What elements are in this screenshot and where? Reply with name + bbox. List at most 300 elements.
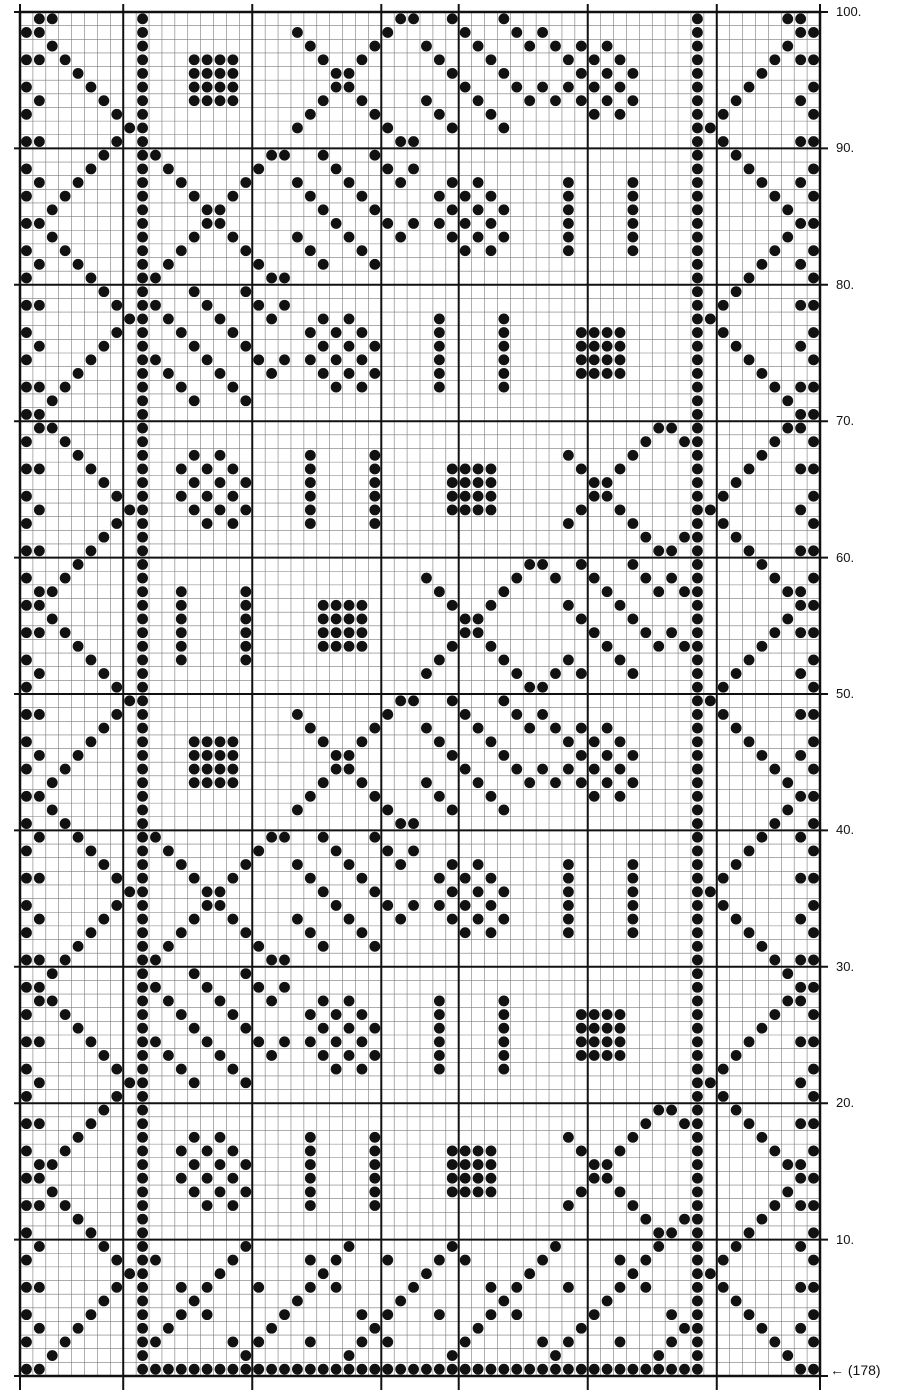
filled-mesh-dot xyxy=(692,95,703,106)
filled-mesh-dot xyxy=(21,54,32,65)
filled-mesh-dot xyxy=(331,1282,342,1293)
filled-mesh-dot xyxy=(189,1364,200,1375)
filled-mesh-dot xyxy=(679,1364,690,1375)
filled-mesh-dot xyxy=(808,1364,819,1375)
filled-mesh-dot xyxy=(227,750,238,761)
filled-mesh-dot xyxy=(253,300,264,311)
filled-mesh-dot xyxy=(137,764,148,775)
filled-mesh-dot xyxy=(202,1282,213,1293)
filled-mesh-dot xyxy=(808,1118,819,1129)
filled-mesh-dot xyxy=(576,668,587,679)
filled-mesh-dot xyxy=(318,886,329,897)
filled-mesh-dot xyxy=(460,627,471,638)
filled-mesh-dot xyxy=(589,1009,600,1020)
filled-mesh-dot xyxy=(498,1036,509,1047)
filled-mesh-dot xyxy=(369,1186,380,1197)
filled-mesh-dot xyxy=(795,750,806,761)
filled-mesh-dot xyxy=(357,1364,368,1375)
filled-mesh-dot xyxy=(227,491,238,502)
filled-mesh-dot xyxy=(279,955,290,966)
filled-mesh-dot xyxy=(202,204,213,215)
filled-mesh-dot xyxy=(176,641,187,652)
filled-mesh-dot xyxy=(615,654,626,665)
filled-mesh-dot xyxy=(305,1146,316,1157)
filled-mesh-dot xyxy=(111,518,122,529)
filled-mesh-dot xyxy=(705,695,716,706)
filled-mesh-dot xyxy=(60,1200,71,1211)
filled-mesh-dot xyxy=(563,177,574,188)
filled-mesh-dot xyxy=(434,1064,445,1075)
filled-mesh-dot xyxy=(808,573,819,584)
filled-mesh-dot xyxy=(498,586,509,597)
filled-mesh-dot xyxy=(563,1132,574,1143)
filled-mesh-dot xyxy=(511,573,522,584)
filled-mesh-dot xyxy=(615,1050,626,1061)
filled-mesh-dot xyxy=(447,1159,458,1170)
filled-mesh-dot xyxy=(240,1077,251,1088)
filled-mesh-dot xyxy=(60,1336,71,1347)
filled-mesh-dot xyxy=(782,1186,793,1197)
filled-mesh-dot xyxy=(137,914,148,925)
filled-mesh-dot xyxy=(111,873,122,884)
filled-mesh-dot xyxy=(98,532,109,543)
filled-mesh-dot xyxy=(344,859,355,870)
filled-mesh-dot xyxy=(692,941,703,952)
filled-mesh-dot xyxy=(305,504,316,515)
filled-mesh-dot xyxy=(34,914,45,925)
filled-mesh-dot xyxy=(60,764,71,775)
filled-mesh-dot xyxy=(537,559,548,570)
filled-mesh-dot xyxy=(369,1023,380,1034)
row-label: 20. xyxy=(836,1095,855,1111)
filled-mesh-dot xyxy=(202,886,213,897)
filled-mesh-dot xyxy=(137,1064,148,1075)
filled-mesh-dot xyxy=(576,750,587,761)
filled-mesh-dot xyxy=(744,464,755,475)
filled-mesh-dot xyxy=(757,750,768,761)
filled-mesh-dot xyxy=(318,1364,329,1375)
filled-mesh-dot xyxy=(795,95,806,106)
filled-mesh-dot xyxy=(266,1323,277,1334)
filled-mesh-dot xyxy=(447,859,458,870)
filled-mesh-dot xyxy=(589,1159,600,1170)
filled-mesh-dot xyxy=(305,191,316,202)
filled-mesh-dot xyxy=(369,259,380,270)
filled-mesh-dot xyxy=(344,641,355,652)
filled-mesh-dot xyxy=(460,1255,471,1266)
filled-mesh-dot xyxy=(615,368,626,379)
filled-mesh-dot xyxy=(563,245,574,256)
filled-mesh-dot xyxy=(718,1091,729,1102)
filled-mesh-dot xyxy=(137,259,148,270)
filled-mesh-dot xyxy=(795,504,806,515)
filled-mesh-dot xyxy=(111,300,122,311)
filled-mesh-dot xyxy=(202,777,213,788)
filled-mesh-dot xyxy=(460,873,471,884)
filled-mesh-dot xyxy=(34,1077,45,1088)
filled-mesh-dot xyxy=(73,450,84,461)
filled-mesh-dot xyxy=(34,1323,45,1334)
filled-mesh-dot xyxy=(137,423,148,434)
filled-mesh-dot xyxy=(692,1268,703,1279)
filled-mesh-dot xyxy=(369,204,380,215)
filled-mesh-dot xyxy=(460,1186,471,1197)
filled-mesh-dot xyxy=(589,627,600,638)
filled-mesh-dot xyxy=(576,1323,587,1334)
filled-mesh-dot xyxy=(111,136,122,147)
filled-mesh-dot xyxy=(795,54,806,65)
filled-mesh-dot xyxy=(666,423,677,434)
filled-mesh-dot xyxy=(34,832,45,843)
filled-mesh-dot xyxy=(795,13,806,24)
filled-mesh-dot xyxy=(137,818,148,829)
filled-mesh-dot xyxy=(550,573,561,584)
filled-mesh-dot xyxy=(692,218,703,229)
filled-mesh-dot xyxy=(47,1350,58,1361)
filled-mesh-dot xyxy=(279,354,290,365)
filled-mesh-dot xyxy=(137,886,148,897)
filled-mesh-dot xyxy=(692,1214,703,1225)
filled-mesh-dot xyxy=(73,641,84,652)
filled-mesh-dot xyxy=(692,327,703,338)
filled-mesh-dot xyxy=(21,1309,32,1320)
filled-mesh-dot xyxy=(640,1214,651,1225)
filled-mesh-dot xyxy=(615,1186,626,1197)
filled-mesh-dot xyxy=(486,641,497,652)
filled-mesh-dot xyxy=(240,1364,251,1375)
filled-mesh-dot xyxy=(60,573,71,584)
filled-mesh-dot xyxy=(615,1146,626,1157)
filled-mesh-dot xyxy=(305,723,316,734)
filled-mesh-dot xyxy=(473,627,484,638)
filled-mesh-dot xyxy=(692,163,703,174)
filled-mesh-dot xyxy=(21,1200,32,1211)
filled-mesh-dot xyxy=(808,1146,819,1157)
filled-mesh-dot xyxy=(447,805,458,816)
filled-mesh-dot xyxy=(473,1146,484,1157)
end-row-marker: ← (178) xyxy=(830,1362,881,1378)
filled-mesh-dot xyxy=(615,341,626,352)
filled-mesh-dot xyxy=(86,354,97,365)
filled-mesh-dot xyxy=(227,873,238,884)
filled-mesh-dot xyxy=(602,1296,613,1307)
filled-mesh-dot xyxy=(408,218,419,229)
filled-mesh-dot xyxy=(382,123,393,134)
filled-mesh-dot xyxy=(227,82,238,93)
filled-mesh-dot xyxy=(137,232,148,243)
filled-mesh-dot xyxy=(318,614,329,625)
filled-mesh-dot xyxy=(769,191,780,202)
filled-mesh-dot xyxy=(21,818,32,829)
filled-mesh-dot xyxy=(782,395,793,406)
filled-mesh-dot xyxy=(331,750,342,761)
filled-mesh-dot xyxy=(447,123,458,134)
filled-mesh-dot xyxy=(795,409,806,420)
filled-mesh-dot xyxy=(731,286,742,297)
filled-mesh-dot xyxy=(808,900,819,911)
filled-mesh-dot xyxy=(369,886,380,897)
filled-mesh-dot xyxy=(795,600,806,611)
filled-mesh-dot xyxy=(795,464,806,475)
filled-mesh-dot xyxy=(808,382,819,393)
filled-mesh-dot xyxy=(279,832,290,843)
filled-mesh-dot xyxy=(227,327,238,338)
filled-mesh-dot xyxy=(21,791,32,802)
filled-mesh-dot xyxy=(498,1009,509,1020)
filled-mesh-dot xyxy=(318,627,329,638)
filled-mesh-dot xyxy=(447,641,458,652)
filled-mesh-dot xyxy=(137,1186,148,1197)
filled-mesh-dot xyxy=(240,614,251,625)
filled-mesh-dot xyxy=(34,13,45,24)
filled-mesh-dot xyxy=(718,1064,729,1075)
filled-mesh-dot xyxy=(253,259,264,270)
filled-mesh-dot xyxy=(86,845,97,856)
filled-mesh-dot xyxy=(240,477,251,488)
filled-mesh-dot xyxy=(563,1282,574,1293)
filled-mesh-dot xyxy=(189,968,200,979)
filled-mesh-dot xyxy=(447,1173,458,1184)
filled-mesh-dot xyxy=(395,1364,406,1375)
filled-mesh-dot xyxy=(498,313,509,324)
filled-mesh-dot xyxy=(34,750,45,761)
filled-mesh-dot xyxy=(627,559,638,570)
filled-mesh-dot xyxy=(692,13,703,24)
filled-mesh-dot xyxy=(589,1050,600,1061)
filled-mesh-dot xyxy=(137,163,148,174)
filled-mesh-dot xyxy=(718,327,729,338)
filled-mesh-dot xyxy=(163,163,174,174)
filled-mesh-dot xyxy=(137,1364,148,1375)
filled-mesh-dot xyxy=(253,1282,264,1293)
filled-mesh-dot xyxy=(98,477,109,488)
filled-mesh-dot xyxy=(576,504,587,515)
filled-mesh-dot xyxy=(795,1118,806,1129)
filled-mesh-dot xyxy=(292,177,303,188)
filled-mesh-dot xyxy=(266,368,277,379)
filled-mesh-dot xyxy=(395,914,406,925)
filled-mesh-dot xyxy=(692,832,703,843)
filled-mesh-dot xyxy=(227,1364,238,1375)
filled-mesh-dot xyxy=(73,1214,84,1225)
filled-mesh-dot xyxy=(808,191,819,202)
filled-mesh-dot xyxy=(589,327,600,338)
filled-mesh-dot xyxy=(176,245,187,256)
filled-mesh-dot xyxy=(137,477,148,488)
filled-mesh-dot xyxy=(421,1364,432,1375)
filled-mesh-dot xyxy=(34,259,45,270)
filled-mesh-dot xyxy=(434,382,445,393)
filled-mesh-dot xyxy=(21,955,32,966)
filled-mesh-dot xyxy=(421,573,432,584)
filled-mesh-dot xyxy=(782,41,793,52)
filled-mesh-dot xyxy=(318,150,329,161)
filled-mesh-dot xyxy=(34,300,45,311)
filled-mesh-dot xyxy=(189,736,200,747)
filled-mesh-dot xyxy=(602,1036,613,1047)
filled-mesh-dot xyxy=(563,450,574,461)
filled-mesh-dot xyxy=(692,27,703,38)
filled-mesh-dot xyxy=(692,1105,703,1116)
filled-mesh-dot xyxy=(73,68,84,79)
filled-mesh-dot xyxy=(227,1009,238,1020)
filled-mesh-dot xyxy=(602,68,613,79)
filled-mesh-dot xyxy=(150,832,161,843)
filled-mesh-dot xyxy=(202,764,213,775)
row-label: 30. xyxy=(836,958,855,974)
filled-mesh-dot xyxy=(627,1132,638,1143)
filled-mesh-dot xyxy=(331,382,342,393)
filled-mesh-dot xyxy=(279,150,290,161)
filled-mesh-dot xyxy=(137,1241,148,1252)
filled-mesh-dot xyxy=(47,423,58,434)
filled-mesh-dot xyxy=(524,1268,535,1279)
filled-mesh-dot xyxy=(305,1255,316,1266)
filled-mesh-dot xyxy=(537,709,548,720)
filled-mesh-dot xyxy=(808,27,819,38)
filled-mesh-dot xyxy=(692,436,703,447)
filled-mesh-dot xyxy=(47,41,58,52)
filled-mesh-dot xyxy=(163,845,174,856)
filled-mesh-dot xyxy=(692,341,703,352)
filled-mesh-dot xyxy=(34,177,45,188)
filled-mesh-dot xyxy=(34,873,45,884)
filled-mesh-dot xyxy=(163,995,174,1006)
filled-mesh-dot xyxy=(692,409,703,420)
filled-mesh-dot xyxy=(550,95,561,106)
filled-mesh-dot xyxy=(137,682,148,693)
filled-mesh-dot xyxy=(795,218,806,229)
filled-mesh-dot xyxy=(408,1364,419,1375)
filled-mesh-dot xyxy=(731,477,742,488)
filled-mesh-dot xyxy=(137,614,148,625)
filled-mesh-dot xyxy=(473,1364,484,1375)
filled-mesh-dot xyxy=(202,1309,213,1320)
filled-mesh-dot xyxy=(627,1364,638,1375)
filled-mesh-dot xyxy=(34,1036,45,1047)
filled-mesh-dot xyxy=(344,232,355,243)
filled-mesh-dot xyxy=(189,777,200,788)
filled-mesh-dot xyxy=(137,545,148,556)
filled-mesh-dot xyxy=(460,218,471,229)
filled-mesh-dot xyxy=(692,477,703,488)
filled-mesh-dot xyxy=(692,668,703,679)
filled-mesh-dot xyxy=(34,27,45,38)
filled-mesh-dot xyxy=(602,1023,613,1034)
filled-mesh-dot xyxy=(137,395,148,406)
filled-mesh-dot xyxy=(640,1282,651,1293)
filled-mesh-dot xyxy=(486,927,497,938)
filled-mesh-dot xyxy=(240,586,251,597)
filled-mesh-dot xyxy=(447,68,458,79)
filled-mesh-dot xyxy=(627,232,638,243)
filled-mesh-dot xyxy=(408,845,419,856)
filled-mesh-dot xyxy=(421,668,432,679)
filled-mesh-dot xyxy=(808,464,819,475)
filled-mesh-dot xyxy=(705,313,716,324)
filled-mesh-dot xyxy=(486,1159,497,1170)
filled-mesh-dot xyxy=(692,382,703,393)
filled-mesh-dot xyxy=(447,204,458,215)
filled-mesh-dot xyxy=(679,641,690,652)
filled-mesh-dot xyxy=(602,477,613,488)
filled-mesh-dot xyxy=(692,354,703,365)
filled-mesh-dot xyxy=(137,641,148,652)
filled-mesh-dot xyxy=(692,532,703,543)
filled-mesh-dot xyxy=(189,68,200,79)
filled-mesh-dot xyxy=(357,873,368,884)
filled-mesh-dot xyxy=(769,436,780,447)
filled-mesh-dot xyxy=(615,327,626,338)
filled-mesh-dot xyxy=(447,886,458,897)
filled-mesh-dot xyxy=(189,1077,200,1088)
filled-mesh-dot xyxy=(240,654,251,665)
filled-mesh-dot xyxy=(692,273,703,284)
filled-mesh-dot xyxy=(795,341,806,352)
filled-mesh-dot xyxy=(331,614,342,625)
filled-mesh-dot xyxy=(744,545,755,556)
filled-mesh-dot xyxy=(34,341,45,352)
filled-mesh-dot xyxy=(163,313,174,324)
filled-mesh-dot xyxy=(692,805,703,816)
filled-mesh-dot xyxy=(692,423,703,434)
filled-mesh-dot xyxy=(498,886,509,897)
filled-mesh-dot xyxy=(808,654,819,665)
filled-mesh-dot xyxy=(318,736,329,747)
filled-mesh-dot xyxy=(434,873,445,884)
filled-mesh-dot xyxy=(305,873,316,884)
filled-mesh-dot xyxy=(21,1336,32,1347)
filled-mesh-dot xyxy=(86,654,97,665)
filled-mesh-dot xyxy=(666,1309,677,1320)
filled-mesh-dot xyxy=(34,1200,45,1211)
filled-mesh-dot xyxy=(602,368,613,379)
filled-mesh-dot xyxy=(460,709,471,720)
filled-mesh-dot xyxy=(86,736,97,747)
filled-mesh-dot xyxy=(111,1255,122,1266)
filled-mesh-dot xyxy=(98,859,109,870)
filled-mesh-dot xyxy=(692,1050,703,1061)
filled-mesh-dot xyxy=(692,873,703,884)
filled-mesh-dot xyxy=(176,1173,187,1184)
filled-mesh-dot xyxy=(511,27,522,38)
filled-mesh-dot xyxy=(795,300,806,311)
filled-mesh-dot xyxy=(111,709,122,720)
filled-mesh-dot xyxy=(769,573,780,584)
filled-mesh-dot xyxy=(34,464,45,475)
filled-mesh-dot xyxy=(369,341,380,352)
filled-mesh-dot xyxy=(111,1282,122,1293)
filled-mesh-dot xyxy=(331,1255,342,1266)
filled-mesh-dot xyxy=(782,232,793,243)
filled-mesh-dot xyxy=(137,300,148,311)
filled-mesh-dot xyxy=(227,518,238,529)
filled-mesh-dot xyxy=(202,68,213,79)
filled-mesh-dot xyxy=(137,1173,148,1184)
filled-mesh-dot xyxy=(86,927,97,938)
filled-mesh-dot xyxy=(563,736,574,747)
filled-mesh-dot xyxy=(176,627,187,638)
filled-mesh-dot xyxy=(782,777,793,788)
filled-mesh-dot xyxy=(47,1159,58,1170)
filled-mesh-dot xyxy=(408,818,419,829)
filled-mesh-dot xyxy=(202,82,213,93)
filled-mesh-dot xyxy=(60,627,71,638)
filled-mesh-dot xyxy=(679,436,690,447)
filled-mesh-dot xyxy=(137,273,148,284)
filled-mesh-dot xyxy=(357,1309,368,1320)
filled-mesh-dot xyxy=(434,191,445,202)
